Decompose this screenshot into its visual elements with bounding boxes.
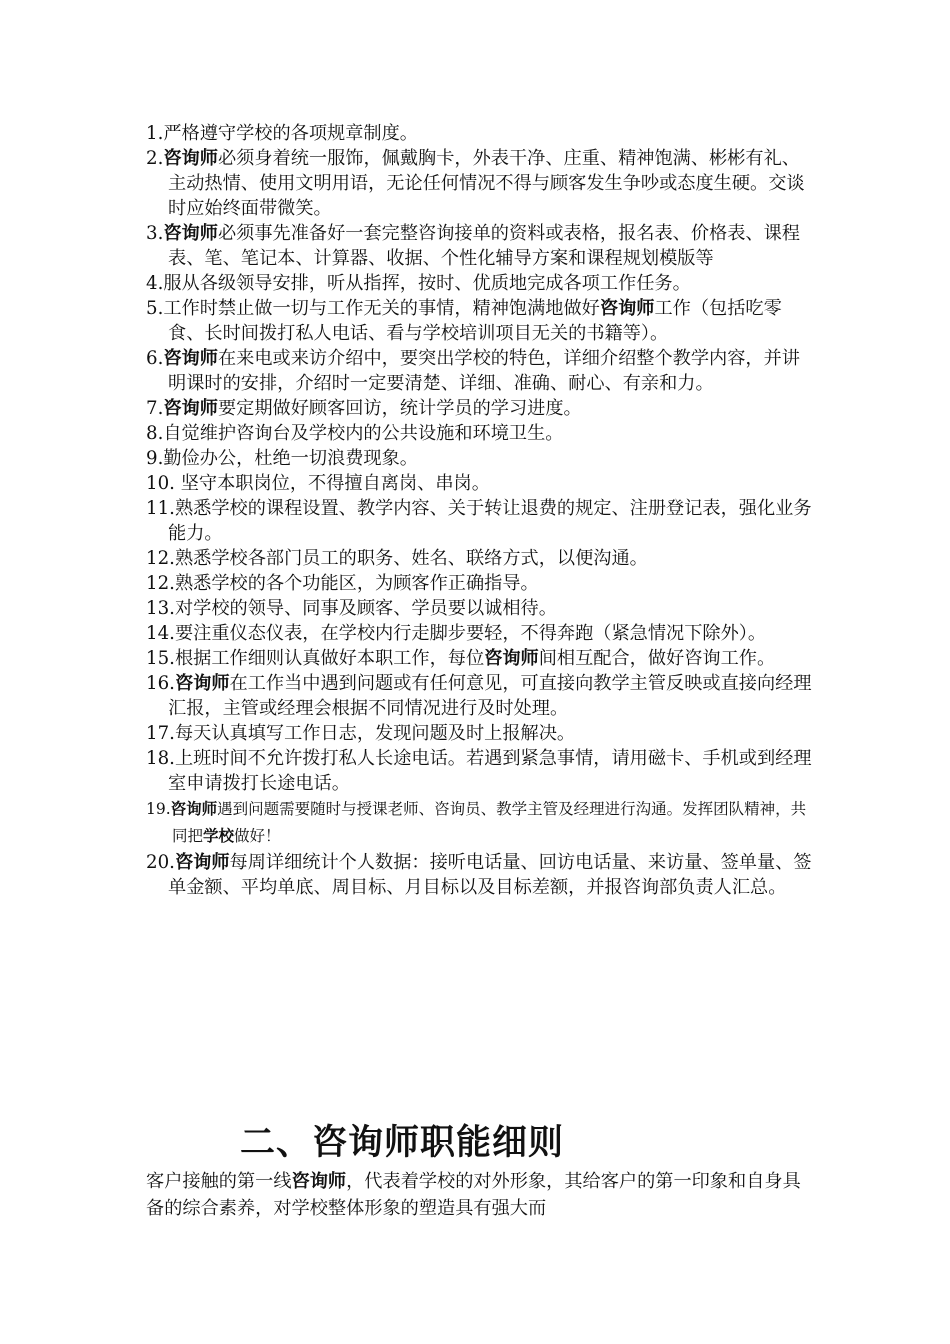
rule-body: [163, 273, 690, 294]
rule-text: 必须身着统一服饰，佩戴胸卡，外表干净、庄重、精神饱满、彬彬有礼、主动热情、使用文明用语，无论任何情况不得与顾客发生争吵或态度生硬。交谈时应始终面带微笑。: [168, 148, 805, 219]
rule-text: 上班时间不允许拨打私人长途电话。若遇到紧急事情，请用磁卡、手机或到经理室申请拨打长途电话。: [168, 748, 812, 794]
rule-number: 8.: [146, 423, 164, 444]
rule-text: 对学校的领导、同事及顾客、学员要以诚相待。: [174, 598, 557, 619]
bold-term: 咨询师: [163, 348, 218, 369]
rule-text: ，代表着学校的对外形象，其给客户的第一印象和自身具备的综合素养，对学校整体形象的塑造具有强大而: [146, 1171, 801, 1219]
rule-item: [146, 621, 816, 646]
rule-item: [146, 496, 816, 546]
rule-body: [163, 423, 563, 444]
rule-item: [146, 596, 816, 621]
rule-text: 服从各级领导安排，听从指挥，按时、优质地完成各项工作任务。: [163, 273, 691, 294]
intro-paragraph: [146, 1168, 816, 1222]
rule-text: 必须事先准备好一套完整咨询接单的资料或表格，报名表、价格表、课程表、笔、笔记本、计算器、收据、个性化辅导方案和课程规划模版等: [168, 223, 800, 269]
rule-text: 在来电或来访介绍中，要突出学校的特色，详细介绍整个教学内容，并讲明课时的安排，介绍时一定要清楚、详细、准确、耐心、有亲和力。: [168, 348, 800, 394]
bold-term: 咨询师: [174, 852, 230, 873]
rule-number: 16.: [146, 673, 175, 694]
bold-term: 咨询师: [170, 800, 218, 818]
bold-term: 咨询师: [291, 1171, 347, 1192]
rule-body: [168, 673, 812, 719]
rule-item: [146, 746, 816, 796]
rule-text: 间相互配合，做好咨询工作。: [538, 648, 776, 669]
rule-body: [163, 223, 800, 269]
rule-number: 5.: [146, 298, 164, 319]
rule-text: 工作时禁止做一切与工作无关的事情，精神饱满地做好: [163, 298, 600, 319]
bold-term: 咨询师: [599, 298, 655, 319]
rule-body: [163, 348, 800, 394]
rule-body: [175, 723, 575, 744]
rule-text: 熟悉学校各部门员工的职务、姓名、联络方式，以便沟通。: [174, 548, 648, 569]
rule-number: 12.: [146, 548, 175, 569]
rule-text: 做好！: [234, 827, 281, 845]
rule-text: 要定期做好顾客回访，统计学员的学习进度。: [217, 398, 582, 419]
rule-item: [146, 296, 816, 346]
rule-number: 20.: [146, 852, 175, 873]
rule-number: 19.: [146, 800, 171, 818]
bold-term: 咨询师: [163, 148, 218, 169]
rule-text: 遇到问题需要随时与授课老师、咨询员、教学主管及经理进行沟通。发挥团队精神，共同把: [172, 800, 807, 845]
rule-text: 在工作当中遇到问题或有任何意见，可直接向教学主管反映或直接向经理汇报，主管或经理会根据不同情况进行及时处理。: [168, 673, 812, 719]
rule-body: [163, 148, 804, 219]
rule-text: 勤俭办公，杜绝一切浪费现象。: [163, 448, 418, 469]
rule-body: [175, 598, 557, 619]
rule-number: 12.: [146, 573, 175, 594]
rule-body: [168, 498, 812, 544]
rule-number: 13.: [146, 598, 175, 619]
rule-text: 根据工作细则认真做好本职工作，每位: [174, 648, 485, 669]
rule-number: 3.: [146, 223, 164, 244]
rule-number: 18.: [146, 748, 175, 769]
rule-number: 11.: [146, 498, 175, 519]
rule-body: [171, 800, 807, 845]
rule-body: [175, 648, 775, 669]
rule-text: 坚守本职岗位，不得擅自离岗、串岗。: [174, 473, 490, 494]
rule-text: 自觉维护咨询台及学校内的公共设施和环境卫生。: [163, 423, 564, 444]
rule-item: [146, 221, 816, 271]
rule-text: 每天认真填写工作日志，发现问题及时上报解决。: [174, 723, 576, 744]
rule-number: 1.: [146, 123, 164, 144]
rule-item: [146, 146, 816, 221]
rule-item: [146, 271, 816, 296]
rule-body: [168, 852, 812, 898]
rule-number: 10.: [146, 473, 175, 494]
rule-text: 工作（包括吃零食、长时间拨打私人电话、看与学校培训项目无关的书籍等）。: [168, 298, 782, 344]
rule-number: 15.: [146, 648, 175, 669]
rule-text: 每周详细统计个人数据：接听电话量、回访电话量、来访量、签单量、签单金额、平均单底、周目标、月目标以及目标差额，并报咨询部负责人汇总。: [168, 852, 812, 898]
rule-item: [146, 421, 816, 446]
rule-item: [146, 671, 816, 721]
rule-number: 17.: [146, 723, 175, 744]
rule-item: [146, 121, 816, 146]
rule-body: [175, 573, 539, 594]
rule-body: [163, 448, 418, 469]
section-heading: 二、咨询师职能细则: [240, 1123, 565, 1163]
rule-number: 2.: [146, 148, 164, 169]
rule-body: [175, 473, 490, 494]
bold-term: 咨询师: [174, 673, 230, 694]
bold-term: 学校: [203, 827, 235, 845]
rule-number: 4.: [146, 273, 164, 294]
rule-number: 6.: [146, 348, 164, 369]
rule-text: 严格遵守学校的各项规章制度。: [163, 123, 418, 144]
rule-body: [175, 548, 648, 569]
rule-number: 7.: [146, 398, 164, 419]
rule-item: [146, 346, 816, 396]
rule-text: 熟悉学校的课程设置、教学内容、关于转让退费的规定、注册登记表，强化业务能力。: [168, 498, 812, 544]
rule-item: [146, 546, 816, 571]
rule-item: [146, 796, 816, 850]
rule-text: 要注重仪态仪表，在学校内行走脚步要轻，不得奔跑（紧急情况下除外）。: [174, 623, 767, 644]
rule-item: [146, 850, 816, 900]
rule-body: [175, 623, 766, 644]
rule-item: [146, 571, 816, 596]
rules-list: [146, 121, 816, 900]
rule-body: [163, 298, 781, 344]
rule-item: [146, 396, 816, 421]
rule-item: [146, 646, 816, 671]
rule-text: 熟悉学校的各个功能区，为顾客作正确指导。: [174, 573, 539, 594]
rule-body: [163, 123, 418, 144]
rule-body: [168, 748, 812, 794]
rule-text: 客户接触的第一线: [146, 1171, 292, 1192]
bold-term: 咨询师: [163, 223, 218, 244]
bold-term: 咨询师: [163, 398, 218, 419]
rule-number: 14.: [146, 623, 175, 644]
rule-item: [146, 721, 816, 746]
rule-number: 9.: [146, 448, 164, 469]
rule-item: [146, 471, 816, 496]
bold-term: 咨询师: [484, 648, 539, 669]
rule-item: [146, 446, 816, 471]
rule-body: [163, 398, 581, 419]
